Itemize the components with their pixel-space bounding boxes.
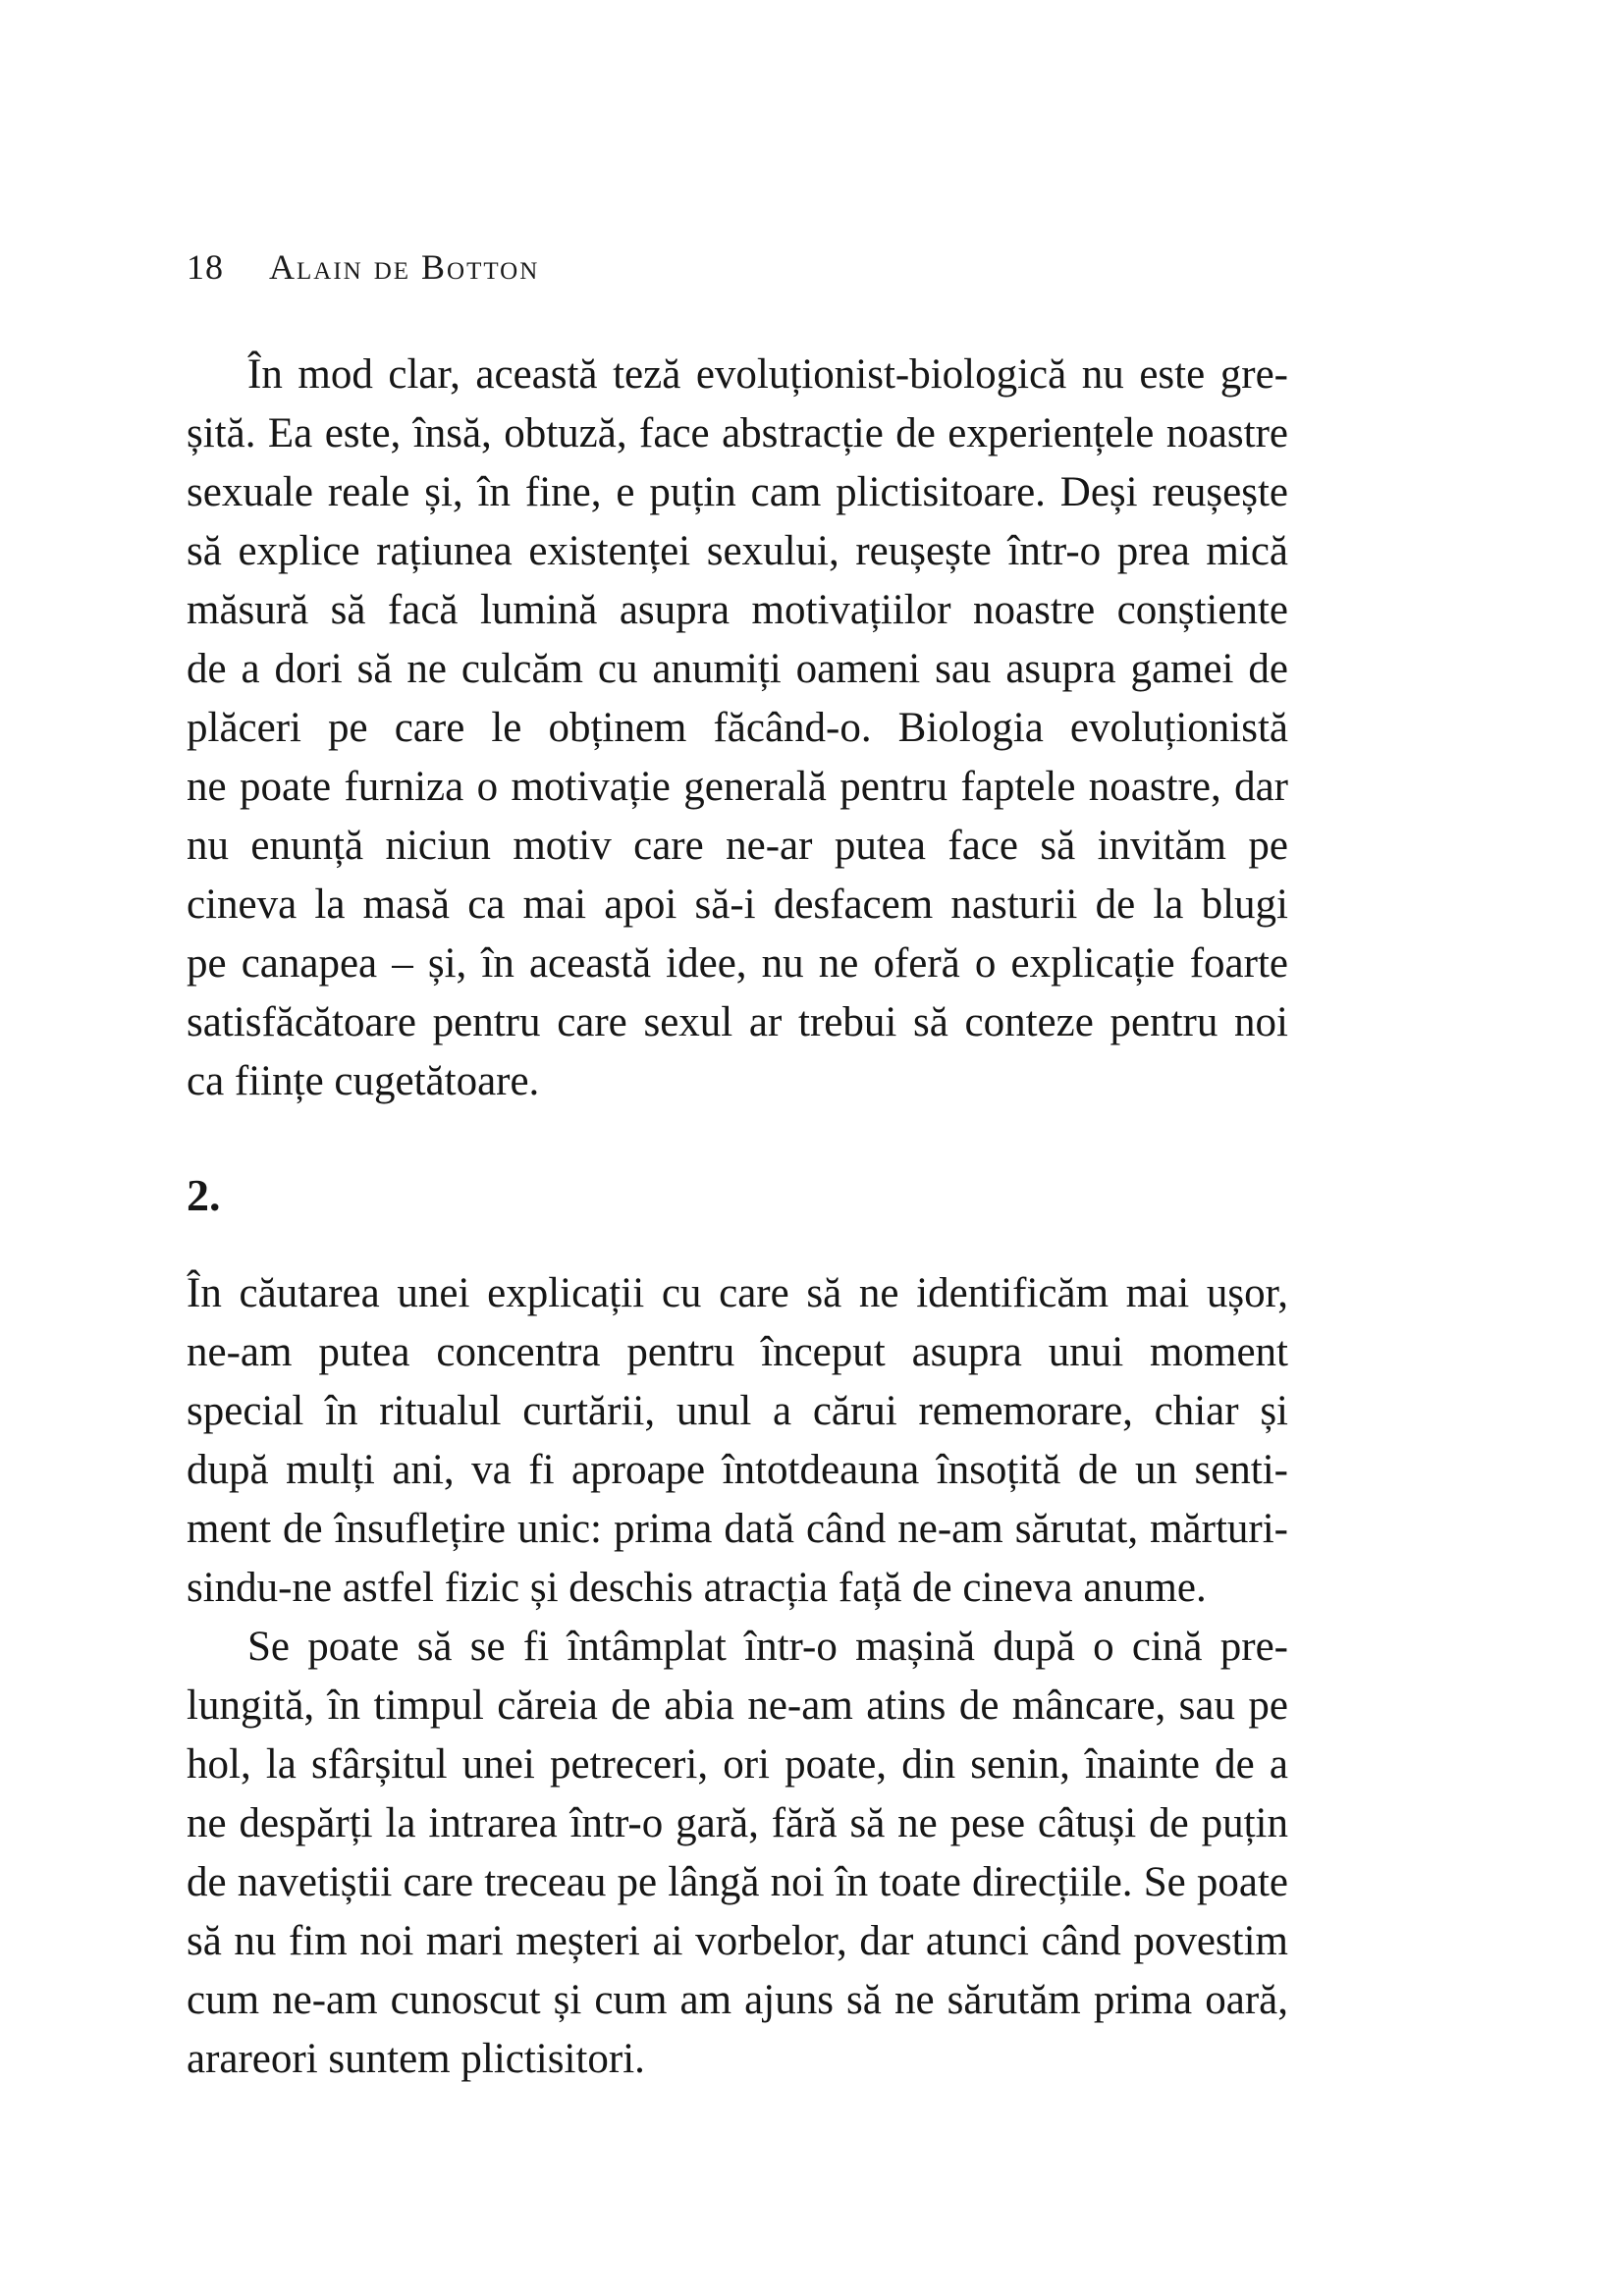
text-line: ca ființe cugetătoare. (187, 1058, 540, 1104)
running-header-title: Alain de Botton (269, 247, 540, 287)
text-line: În mod clar, această teză evoluționist-biologică nu este gre- (247, 351, 1288, 398)
section-heading: 2. (187, 1170, 221, 1220)
text-line: Se poate să se fi întâmplat într-o mașină după o cină pre- (247, 1624, 1288, 1670)
text-line: să explice rațiunea existenței sexului, reușește într-o prea mică (187, 528, 1288, 574)
text-line: ment de însuflețire unic: prima dată când ne-am sărutat, mărturi- (187, 1506, 1288, 1552)
text-line: măsură să facă lumină asupra motivațiilor noastre conștiente (187, 587, 1288, 633)
text-line: sexuale reale și, în fine, e puțin cam plictisitoare. Deși reușește (187, 469, 1288, 515)
text-line: cum ne-am cunoscut și cum am ajuns să ne sărutăm prima oară, (187, 1977, 1288, 2023)
text-line: să nu fim noi mari meșteri ai vorbelor, dar atunci când povestim (187, 1918, 1288, 1964)
text-line: ne-am putea concentra pentru început asupra unui moment (187, 1329, 1288, 1375)
page-number: 18 (187, 247, 224, 287)
text-line: lungită, în timpul căreia de abia ne-am atins de mâncare, sau pe (187, 1682, 1288, 1729)
text-line: În căutarea unei explicații cu care să ne identificăm mai ușor, (187, 1270, 1288, 1316)
text-line: special în ritualul curtării, unul a cărui rememorare, chiar și (187, 1388, 1288, 1434)
text-line: ne despărți la intrarea într-o gară, fără să ne pese câtuși de puțin (187, 1800, 1288, 1846)
text-line: satisfăcătoare pentru care sexul ar trebui să conteze pentru noi (187, 999, 1288, 1045)
text-line: ne poate furniza o motivație generală pentru faptele noastre, dar (187, 764, 1288, 810)
text-line: pe canapea – și, în această idee, nu ne oferă o explicație foarte (187, 940, 1288, 987)
text-line: plăceri pe care le obținem făcând-o. Biologia evoluționistă (187, 705, 1288, 751)
text-line: hol, la sfârșitul unei petreceri, ori poate, din senin, înainte de a (187, 1741, 1288, 1788)
text-line: cineva la masă ca mai apoi să-i desfacem nasturii de la blugi (187, 881, 1288, 928)
text-line: nu enunță niciun motiv care ne-ar putea face să invităm pe (187, 823, 1288, 869)
text-line: șită. Ea este, însă, obtuză, face abstracție de experiențele noastre (187, 410, 1288, 456)
paragraph-3 (187, 1618, 1288, 2089)
text-line: de navetiștii care treceau pe lângă noi în toate direcțiile. Se poate (187, 1859, 1288, 1905)
body-text (187, 346, 1288, 2089)
text-line: arareori suntem plictisitori. (187, 2036, 645, 2082)
text-line: după mulți ani, va fi aproape întotdeauna însoțită de un senti- (187, 1447, 1288, 1493)
text-line: sindu-ne astfel fizic și deschis atracția față de cineva anume. (187, 1565, 1207, 1611)
running-header (187, 247, 539, 287)
paragraph-2 (187, 1264, 1288, 1618)
paragraph-1 (187, 346, 1288, 1111)
text-line: de a dori să ne culcăm cu anumiți oameni sau asupra gamei de (187, 646, 1288, 692)
